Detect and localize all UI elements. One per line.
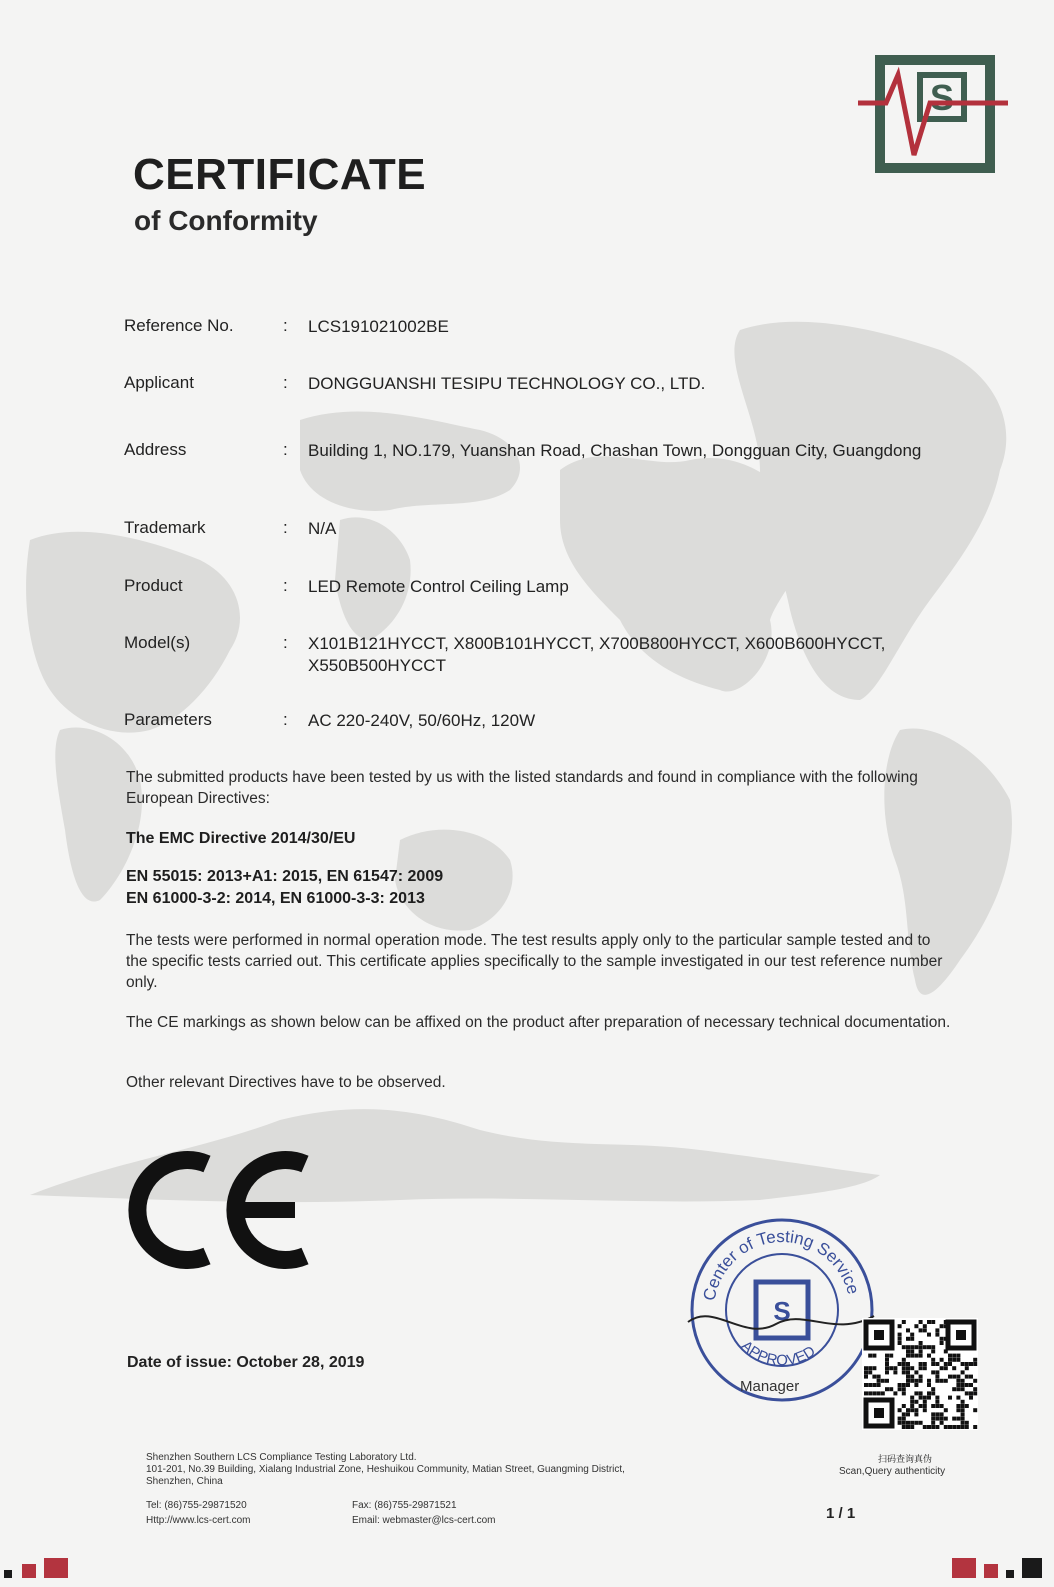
lab-email[interactable]: Email: webmaster@lcs-cert.com: [352, 1515, 496, 1526]
intro-paragraph: The submitted products have been tested by us with the listed standards and found in compliance with the following European Directives:: [126, 769, 918, 807]
date-of-issue: Date of issue: October 28, 2019: [127, 1354, 365, 1371]
page-number: 1 / 1: [826, 1505, 856, 1522]
lab-fax: Fax: (86)755-29871521: [352, 1500, 457, 1511]
ce-mark-icon: [125, 1150, 315, 1270]
field-value: LED Remote Control Ceiling Lamp: [308, 577, 569, 596]
svg-text:Center of Testing Service: Center of Testing Service: [699, 1226, 863, 1303]
qr-code-icon[interactable]: [862, 1318, 978, 1430]
field-label: Product: [124, 576, 183, 595]
certificate-subtitle: of Conformity: [134, 205, 318, 236]
directive-heading: The EMC Directive 2014/30/EU: [126, 830, 356, 847]
field-value: DONGGUANSHI TESIPU TECHNOLOGY CO., LTD.: [308, 374, 706, 393]
field-label: Applicant: [124, 373, 194, 392]
field-label: Reference No.: [124, 316, 234, 335]
svg-text:S: S: [929, 77, 955, 118]
field-value: Building 1, NO.179, Yuanshan Road, Chashan Town, Dongguan City, Guangdong: [308, 441, 922, 460]
lab-name: Shenzhen Southern LCS Compliance Testing Laboratory Ltd.: [146, 1452, 417, 1463]
field-value: X101B121HYCCT, X800B101HYCCT, X700B800HYCCT, X600B600HYCCT, X550B500HYCCT: [308, 634, 886, 675]
svg-text:S: S: [773, 1296, 791, 1326]
lab-contact-left: [146, 1498, 250, 1528]
field-label: Model(s): [124, 633, 191, 652]
lab-tel: Tel: (86)755-29871520: [146, 1500, 247, 1511]
field-colon: :: [283, 316, 288, 335]
field-colon: :: [283, 633, 288, 652]
ce-note-paragraph: The CE markings as shown below can be affixed on the product after preparation of necessary technical documentation.: [126, 1014, 951, 1031]
field-value: AC 220-240V, 50/60Hz, 120W: [308, 711, 536, 730]
standards-line-2: EN 61000-3-2: 2014, EN 61000-3-3: 2013: [126, 890, 425, 907]
lab-contact-right: [352, 1498, 496, 1528]
lcs-logo-icon: [858, 55, 1008, 173]
tests-paragraph: The tests were performed in normal operation mode. The test results apply only to the particular sample tested and to the specific tests carried out. This certificate applies specifically to the sample investigated in our test reference number only.: [126, 932, 943, 991]
lab-info: [146, 1452, 625, 1488]
field-label: Trademark: [124, 518, 206, 537]
other-directives: Other relevant Directives have to be observed.: [126, 1074, 446, 1091]
corner-marks-left: [4, 1558, 74, 1580]
field-label: Address: [124, 440, 187, 459]
field-colon: :: [283, 373, 288, 392]
certificate-title: CERTIFICATE: [133, 150, 427, 199]
standards-line-1: EN 55015: 2013+A1: 2015, EN 61547: 2009: [126, 868, 444, 885]
field-colon: :: [283, 576, 288, 595]
manager-label: Manager: [740, 1378, 800, 1395]
corner-marks-right: [952, 1558, 1050, 1580]
lab-address-1: 101-201, No.39 Building, Xialang Industrial Zone, Heshuikou Community, Matian Street, Guangming District,: [146, 1464, 625, 1475]
lab-address-2: Shenzhen, China: [146, 1476, 223, 1487]
qr-caption: 扫码查询真伪: [878, 1454, 933, 1464]
svg-text:APPROVED: APPROVED: [737, 1337, 819, 1370]
field-value: LCS191021002BE: [308, 317, 449, 336]
qr-caption-en: Scan,Query authenticity: [839, 1466, 946, 1477]
field-label: Parameters: [124, 710, 212, 729]
field-colon: :: [283, 440, 288, 459]
field-colon: :: [283, 518, 288, 537]
field-value: N/A: [308, 519, 337, 538]
field-colon: :: [283, 710, 288, 729]
lab-website[interactable]: Http://www.lcs-cert.com: [146, 1515, 251, 1526]
